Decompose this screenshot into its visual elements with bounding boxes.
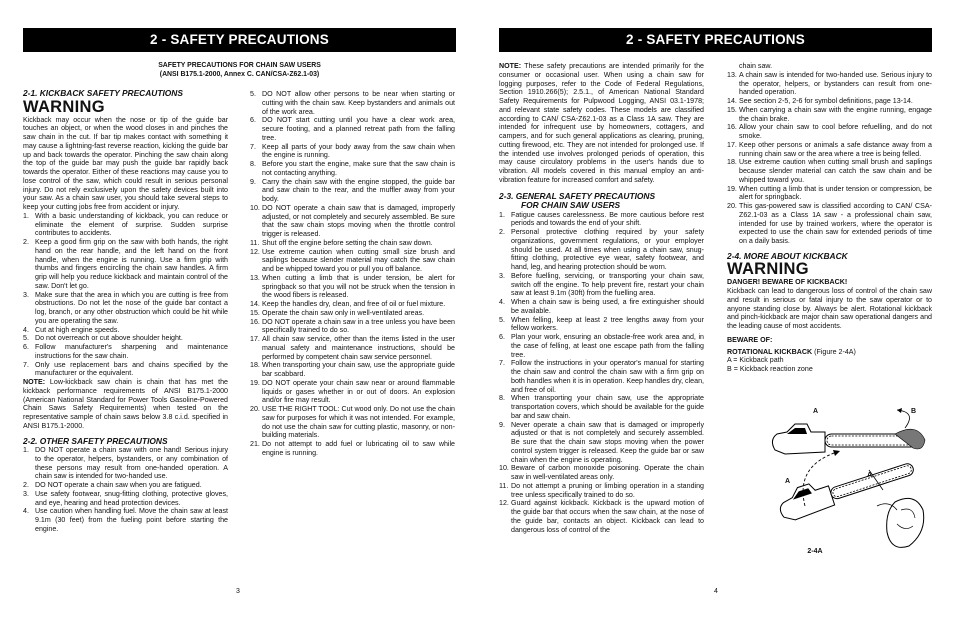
list-item-number: 1. (23, 446, 29, 454)
list-item-text: Fatigue causes carelessness. Be more cautious before rest periods and towards the end of your shift. (511, 210, 704, 228)
list-item (250, 335, 455, 361)
list-item-text: All chain saw service, other than the items listed in the user manual safety and maintenance instructions, should be performed by competent chain saw service personnel. (262, 335, 455, 361)
list-item-number: 15. (250, 308, 260, 317)
section-title: 2-4. MORE ABOUT KICKBACK (727, 250, 848, 261)
list-item-text: Cut at high engine speeds. (35, 325, 120, 334)
list-item-text: Personal protective clothing required by your safety organizations, government regulations, or your employer should be used. At all times when using a chain saw, snug-fitting clothing, protective eye wear, safety footwear, and hand, leg, and hearing protection should be worn. (511, 228, 704, 271)
list-item-text: Keep the handles dry, clean, and free of oil or fuel mixture. (262, 300, 446, 308)
list-item-text: DO NOT operate your chain saw near or around flammable liquids or gases whether in or out of doors. An explosion and/or fire may result. (262, 378, 455, 405)
list-item-number: 6. (23, 343, 29, 351)
list-item (727, 158, 932, 184)
list-item (499, 499, 704, 534)
list-item-text: When carrying a chain saw with the engine running, engage the chain brake. (739, 105, 932, 123)
danger-line: DANGER! BEWARE OF KICKBACK! (727, 278, 848, 287)
list-item-text: DO NOT allow other persons to be near when starting or cutting with the chain saw. Keep bystanders and animals out of the work area. (262, 90, 455, 116)
list-item (499, 228, 704, 272)
list-item (250, 361, 455, 379)
list-item-text: Before you start the engine, make sure that the saw chain is not contacting anything. (262, 160, 455, 177)
list-item-text: Shut off the engine before setting the chain saw down. (262, 238, 433, 247)
list-continuation: chain saw. (739, 62, 773, 70)
list-item-text: Carry the chain saw with the engine stopped, the guide bar and saw chain to the rear, and the muffler away from your body. (262, 177, 455, 203)
page-banner: 2 - SAFETY PRECAUTIONS (23, 28, 456, 52)
list-item-number: 12. (499, 499, 509, 508)
list-item (23, 326, 228, 335)
list-item (250, 300, 455, 309)
list-item (23, 507, 228, 533)
list-item-text: Use caution when handling fuel. Move the chain saw at least 9.1m (30 feet) from the fueling point before starting the engine. (35, 507, 228, 533)
list-item-text: USE THE RIGHT TOOL: Cut wood only. Do not use the chain saw for purposes for which it was not intended. For example, do not use the chain saw for cutting plastic, masonry, or non-building materials. (262, 405, 455, 440)
beware-label: BEWARE OF: (727, 335, 773, 344)
list-item-number: 18. (250, 361, 260, 370)
list-item-number: 20. (250, 405, 260, 413)
list-item-number: 1. (23, 211, 29, 220)
page-number: 4 (714, 588, 718, 595)
list-item-text: When felling, keep at least 2 tree lengths away from your fellow workers. (511, 315, 704, 333)
note-text: These safety precautions are intended primarily for the consumer or occasional user. When using a chain saw for logging purposes, refer to the Code of Federal Regulations, Section 1910.266(5); 2.5.1., of American National Standard Safety Requirements for Pulpwood Logging, ANSI 03.1-1978; and relevant state safety codes. These models are classified according to CAN/ CSA-Z62.1-03 as a Class 1A saw. They are intended for infrequent use by homeowners, cottagers, and campers, and for such general applications as clearing, pruning, cutting firewood, etc. They are not intended for prolonged use. If the intended use involves prolonged periods of operation, this may cause circulatory problems in the user's hands due to vibration. All models covered in this manual employ an anti-vibration feature for increased comfort and safety. (499, 62, 704, 184)
list-item (250, 318, 455, 336)
list-item-text: DO NOT operate a chain saw with one hand! Serious injury to the operator, helpers, bystanders, or any combination of these persons may result from one-handed operation. A chain saw is intended for two-handed use. (35, 446, 228, 481)
list-item-number: 2. (23, 481, 29, 489)
list-item (499, 394, 704, 420)
list-item (499, 421, 704, 465)
note-text: Low-kickback saw chain is chain that has met the kickback performance requirements of ANSI B175.1-2000 (American National Standard for Power Tools Gasoline-Powered Chain Saws Safety Requirements) when tested on the representative sample of chain saws below 3.8 c.i.d. specified in ANSI B175.1-2000. (23, 378, 228, 430)
list-item-text: DO NOT operate a chain saw that is damaged, improperly adjusted, or not completely and securely assembled. Be sure that the saw chain stops moving when the throttle control trigger is released. (262, 203, 455, 238)
warning-heading: WARNING (23, 97, 105, 116)
list-item (23, 361, 228, 379)
list-item-text: Keep other persons or animals a safe distance away from a running chain saw or the area where a tree is being felled. (739, 140, 932, 158)
list-item-number: 11. (250, 238, 260, 247)
figure-caption: 2-4A (807, 548, 823, 555)
list-item (499, 359, 704, 394)
figure-reference: (Figure 2-4A) (812, 347, 856, 356)
section-title: 2-1. KICKBACK SAFETY PRECAUTIONS (23, 88, 183, 98)
list-item (250, 274, 455, 300)
list-item-number: 13. (727, 70, 737, 79)
list-item-text: Never operate a chain saw that is damaged or improperly adjusted or that is not completely and securely assembled. Be sure that the chain saw stops moving when the power control system trigger is released. Keep the guide bar or saw chain when the engine is operating. (511, 420, 704, 464)
list-item (250, 90, 455, 116)
list-item-text: Guard against kickback. Kickback is the upward motion of the guide bar that occurs when the saw chain, at the nose of the guide bar, contacts an object. Kickback can lead to dangerous loss of control of the (511, 499, 704, 534)
list-item (499, 211, 704, 229)
list-item-number: 20. (727, 202, 737, 210)
list-item (23, 446, 228, 481)
list-item-text: Use safety footwear, snug-fitting clothing, protective gloves, and eye, hearing and head protection devices. (35, 489, 228, 507)
list-item-number: 17. (250, 335, 260, 343)
list-item-number: 7. (250, 142, 256, 151)
list-item-text: Keep all parts of your body away from the saw chain when the engine is running. (262, 142, 455, 160)
left-column-2 (250, 90, 455, 458)
list-item (23, 490, 228, 508)
list-item (727, 106, 932, 124)
header-block (23, 62, 456, 79)
list-item (250, 143, 455, 161)
legend-a: A = Kickback path (727, 356, 784, 365)
list-item-number: 17. (727, 140, 737, 149)
figure-label-b: B (911, 408, 917, 415)
list-item-text: Keep a good firm grip on the saw with both hands, the right hand on the rear handle, and the left hand on the front handle, when the engine is running. Use a firm grip with thumbs and fingers encircling the chain saw handles. A firm grip will help you reduce kickback and maintain control of the saw. Don't let go. (35, 238, 228, 290)
rotational-kickback-label: ROTATIONAL KICKBACK (727, 347, 813, 356)
list-item-text: Do not attempt a pruning or limbing operation in a standing tree unless specifically trained to do so. (511, 481, 704, 499)
list-item-number: 4. (499, 298, 505, 306)
list-item-text: Use extreme caution when cutting small size brush and saplings because slender material may catch the saw chain and be whipped toward you or pull you off balance. (262, 247, 455, 273)
list-item-number: 4. (23, 325, 29, 334)
list-item-text: DO NOT start cutting until you have a clear work area, secure footing, and a planned retreat path from the falling tree. (262, 116, 455, 142)
kickback-illustration (765, 406, 935, 558)
list-item-number: 5. (23, 334, 29, 343)
warning-heading: WARNING (727, 260, 809, 279)
list-item (499, 333, 704, 359)
list-item (250, 178, 455, 204)
list-item-text: DO NOT operate a chain saw when you are fatigued. (35, 481, 202, 489)
list-item (23, 481, 228, 490)
list-item-text: Allow your chain saw to cool before refuelling, and do not smoke. (739, 123, 932, 140)
list-item (727, 97, 932, 106)
list-item (23, 291, 228, 326)
note-paragraph (499, 62, 704, 185)
kickback-intro: Kickback may occur when the nose or tip of the guide bar touches an object, or when the wood closes in and pinches the saw chain in the cut. If bar tip makes contact with something it may cause a lightning-fast reverse reaction, kicking the guide bar up and back towards the operator. Pinching the saw chain along the top of the guide bar may push the guide bar rapidly back towards the operator. Either of these reactions may cause you to lose control of the saw, which could result in serious personal injury. Do not rely exclusively upon the safety devices built into your saw. As a chain saw user, you should take several steps to keep your cutting jobs free from accident or injury. (23, 115, 228, 211)
list-item-text: When cutting a limb that is under tension, be alert for springback so that you will not be struck when the tension in the wood fibers is released. (262, 273, 455, 300)
list-item-number: 12. (250, 247, 260, 256)
page-banner: 2 - SAFETY PRECAUTIONS (499, 28, 932, 52)
list-item-text: With a basic understanding of kickback, you can reduce or eliminate the element of surprise. Sudden surprise contributes to accidents. (35, 211, 228, 238)
list-item-text: When transporting your chain saw, use the appropriate guide bar scabbard. (262, 361, 455, 378)
list-item-text: See section 2-5, 2-6 for symbol definitions, page 13-14. (739, 97, 913, 105)
section-title: 2-3. GENERAL SAFETY PRECAUTIONS (499, 190, 656, 201)
list-item-text: Do not overreach or cut above shoulder height. (35, 334, 183, 343)
rotational-kickback-line (727, 348, 932, 357)
list-item-number: 7. (23, 360, 29, 369)
note-label: NOTE: (499, 62, 522, 70)
section-title: 2-2. OTHER SAFETY PRECAUTIONS (23, 435, 168, 446)
list-item-text: Do not attempt to add fuel or lubricating oil to saw while engine is running. (262, 440, 455, 457)
list-item-number: 9. (250, 177, 256, 186)
right-column-2 (727, 62, 932, 374)
list-item-number: 19. (727, 184, 737, 193)
list-item-number: 3. (499, 271, 505, 280)
list-item-text: A chain saw is intended for two-handed use. Serious injury to the operator, helpers, or bystanders can result from one-handed operation. (739, 70, 932, 97)
list-item-number: 10. (499, 464, 509, 473)
list-item-number: 7. (499, 359, 505, 368)
list-item-number: 16. (250, 317, 260, 326)
list-item-number: 21. (250, 440, 260, 448)
list-item (499, 464, 704, 482)
kickback-figure (765, 406, 935, 558)
kickback-note (23, 378, 228, 431)
general-precautions-list-continued (727, 71, 932, 246)
list-item (250, 239, 455, 248)
header-line-1: SAFETY PRECAUTIONS FOR CHAIN SAW USERS (158, 62, 321, 69)
list-item-number: 8. (499, 394, 505, 403)
list-item-number: 11. (499, 481, 509, 490)
list-item (23, 238, 228, 291)
list-item-text: Beware of carbon monoxide poisoning. Operate the chain saw in well-ventilated areas only. (511, 464, 704, 481)
list-item-number: 5. (250, 90, 256, 98)
list-item (727, 71, 932, 97)
list-item-number: 18. (727, 158, 737, 167)
list-item (23, 343, 228, 361)
list-item-number: 6. (499, 333, 505, 341)
kickback-list (23, 212, 228, 378)
header-line-2: (ANSI B175.1-2000, Annex C. CAN/CSA-Z62.1-03) (159, 70, 320, 78)
list-item-number: 19. (250, 378, 260, 387)
figure-label-a: A (785, 478, 791, 485)
list-item (499, 316, 704, 334)
general-precautions-list (499, 211, 704, 535)
list-item (23, 212, 228, 238)
list-item-text: Use extreme caution when cutting small brush and saplings because slender material can catch the saw chain and be whipped toward you. (739, 158, 932, 184)
list-item-number: 10. (250, 203, 260, 212)
list-item (727, 123, 932, 141)
page-number: 3 (236, 588, 240, 595)
list-item (250, 248, 455, 274)
list-item-text: Operate the chain saw only in well-ventilated areas. (262, 308, 425, 317)
list-item-text: Make sure that the area in which you are cutting is free from obstructions. Do not let the nose of the guide bar contact a log, branch, or any other obstruction which could be hit while you are operating the saw. (35, 290, 228, 325)
list-item (250, 405, 455, 440)
legend-b: B = Kickback reaction zone (727, 365, 813, 373)
list-item (250, 309, 455, 318)
list-item-text: When transporting your chain saw, use the appropriate transportation covers, which should be available for the guide bar and saw chain. (511, 394, 704, 420)
other-precautions-list (23, 446, 228, 534)
list-item (499, 482, 704, 500)
list-item-number: 14. (250, 300, 260, 308)
list-item-text: When a chain saw is being used, a fire extinguisher should be available. (511, 298, 704, 315)
section-title-line-2: FOR CHAIN SAW USERS (521, 200, 621, 210)
list-item-number: 13. (250, 273, 260, 282)
left-column-1 (23, 84, 228, 534)
kickback-description: Kickback can lead to dangerous loss of control of the chain saw and result in serious or fatal injury to the saw operator or to anyone standing close by. Always be alert. Rotational kickback and pinch-kickback are major chain saw operational dangers and the leading cause of most accidents. (727, 287, 932, 330)
list-item-number: 9. (499, 420, 505, 429)
list-item-number: 3. (23, 290, 29, 299)
list-item-number: 14. (727, 97, 737, 105)
right-column-1 (499, 62, 704, 534)
list-item-text: Follow manufacturer's sharpening and maintenance instructions for the saw chain. (35, 343, 228, 360)
list-item-number: 8. (250, 160, 256, 168)
list-item-number: 1. (499, 210, 505, 219)
list-item (499, 298, 704, 316)
chainsaw-top-icon (772, 408, 925, 454)
other-precautions-list-continued (250, 90, 455, 458)
figure-label-a: A (813, 408, 819, 415)
list-item (727, 185, 932, 203)
list-item-number: 16. (727, 123, 737, 132)
list-item (727, 141, 932, 159)
list-item-text: Plan your work, ensuring an obstacle-free work area and, in the case of felling, at least one escape path from the falling tree. (511, 333, 704, 359)
list-item (727, 202, 932, 246)
list-item (250, 204, 455, 239)
list-item (250, 116, 455, 142)
list-item-number: 2. (23, 238, 29, 246)
list-item-number: 5. (499, 315, 505, 324)
list-item-number: 6. (250, 116, 256, 125)
list-item-number: 4. (23, 507, 29, 516)
list-item (23, 334, 228, 343)
note-label: NOTE: (23, 378, 46, 386)
list-item (499, 272, 704, 298)
list-item-number: 2. (499, 228, 505, 236)
list-item (250, 440, 455, 458)
list-item (250, 160, 455, 178)
list-item-text: Only use replacement bars and chains specified by the manufacturer or the equivalent. (35, 360, 228, 378)
list-item-text: Before fuelling, servicing, or transporting your chain saw, switch off the engine. To help prevent fire, restart your chain saw at least 9.1m (30ft) from the fuelling area. (511, 271, 704, 298)
list-item-number: 15. (727, 105, 737, 114)
list-item (250, 379, 455, 405)
list-item-number: 3. (23, 489, 29, 498)
list-item-text: DO NOT operate a chain saw in a tree unless you have been specifically trained to do so. (262, 317, 455, 335)
list-item-text: Follow the instructions in your operator's manual for starting the chain saw and control the chain saw with a firm grip on both handles when it is in operation. Keep handles dry, clean, and free of oil. (511, 359, 704, 394)
page-right (477, 0, 954, 618)
list-item-text: When cutting a limb that is under tension or compression, be alert for springback. (739, 184, 932, 202)
figure-label-a: A (867, 472, 873, 479)
list-item-text: This gas-powered saw is classified according to CAN/ CSA-Z62.1-03 as a Class 1A saw - a professional chain saw, intended for use by trained workers, where the operator is expected to use the chain saw for extended periods of time on a daily basis. (739, 202, 932, 245)
